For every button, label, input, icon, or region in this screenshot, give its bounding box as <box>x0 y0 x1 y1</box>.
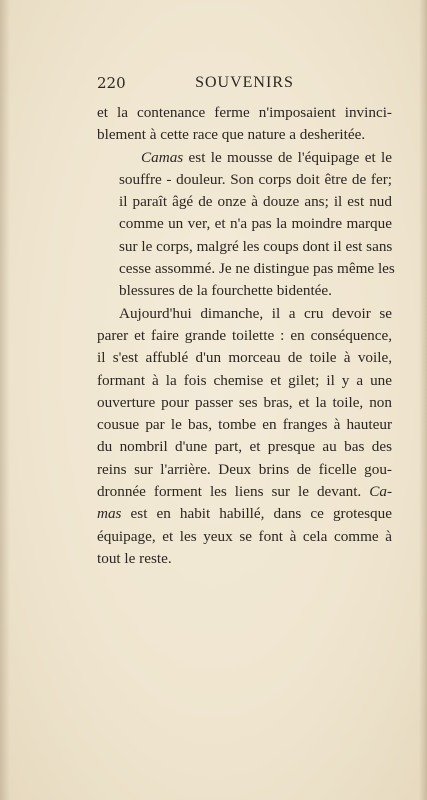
text-line: cesse assommé. Je ne distingue pas même les <box>119 260 395 278</box>
text-line: sur le corps, malgré les coups dont il est sans <box>119 237 393 255</box>
text-line: formant à la fois chemise et gilet; il y a une <box>97 371 392 389</box>
text-line: et la contenance ferme n'imposaient invinci- <box>97 104 392 121</box>
page-edge-shadow <box>419 0 427 800</box>
page-number: 220 <box>97 74 126 92</box>
italic-name: Ca- <box>369 483 392 501</box>
paragraph <box>97 147 395 303</box>
page-gutter-shadow <box>0 0 10 800</box>
text-line: du nombril d'une part, et presque au bas des <box>97 438 392 456</box>
italic-name: Camas <box>141 148 184 166</box>
text-line: blessures de la fourchette bidentée. <box>119 282 332 300</box>
text-line: équipage, et les yeux se font à cela comme à <box>97 527 392 545</box>
text-line-rest: est en habit habillé, dans ce grotesque <box>121 505 392 523</box>
running-title: SOUVENIRS <box>195 74 294 91</box>
text-line: tout le reste. <box>97 549 172 567</box>
text-line <box>97 503 392 525</box>
text-line <box>97 147 392 169</box>
italic-name: mas <box>97 505 122 523</box>
text-line: Aujourd'hui dimanche, il a cru devoir se <box>119 304 392 322</box>
text-line: reins sur l'arrière. Deux brins de ficelle gou- <box>97 460 392 478</box>
text-line: parer et faire grande toilette : en conséquence, <box>97 326 392 344</box>
text-line: souffre - douleur. Son corps doit être de fer; <box>119 170 392 188</box>
text-line <box>97 481 392 503</box>
text-line: comme un ver, et n'a pas la moindre marque <box>119 215 392 233</box>
paragraph <box>97 303 392 571</box>
text-line: il s'est affublé d'un morceau de toile à voile, <box>97 349 392 367</box>
body-text <box>97 102 395 570</box>
text-line: cousue par le bas, tombe en franges à hauteur <box>97 416 392 434</box>
page-header <box>97 74 392 94</box>
text-line: il paraît âgé de onze à douze ans; il est nud <box>119 193 392 211</box>
text-line-start: dronnée forment les liens sur le devant. <box>97 483 370 501</box>
text-line: ouverture pour passer ses bras, et la toile, non <box>97 393 392 411</box>
text-line: blement à cette race que nature a desheritée. <box>97 126 366 144</box>
paragraph <box>97 102 392 147</box>
text-line-rest: est le mousse de l'équipage et le <box>183 148 392 166</box>
